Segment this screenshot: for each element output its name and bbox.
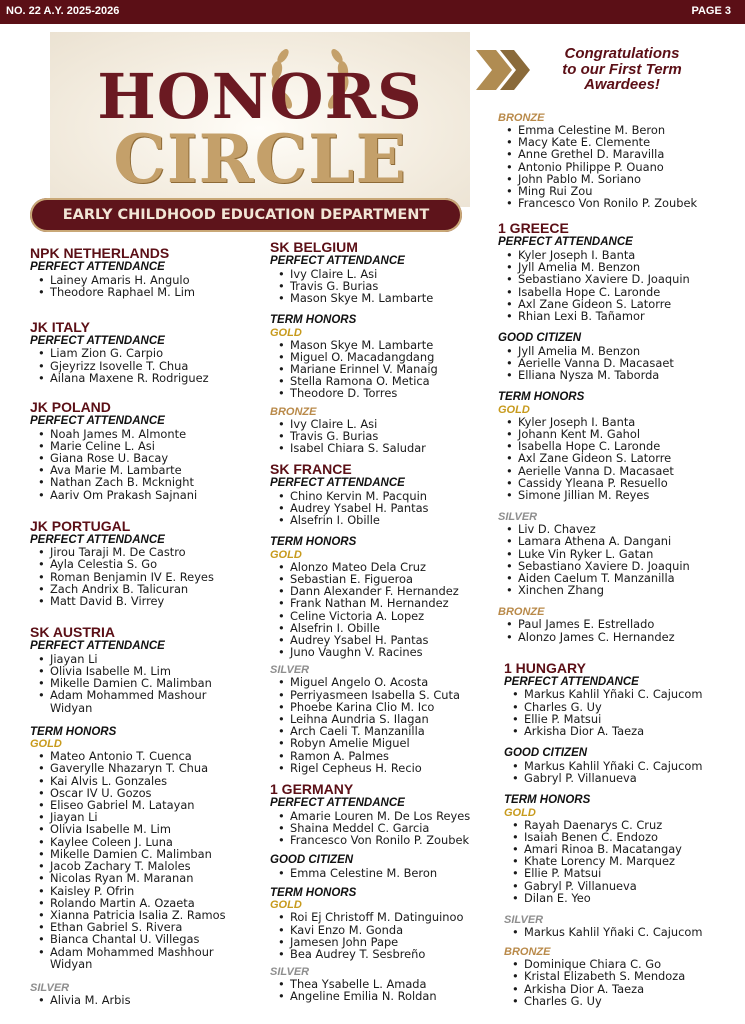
list-item: • Roi Ej Christoff M. Datinguinoo — [278, 911, 500, 923]
name-list — [498, 345, 743, 382]
bronze-label: BRONZE — [498, 606, 545, 619]
list-item: • Jyll Amelia M. Benzon — [506, 345, 743, 357]
perfect-attendance-label: PERFECT ATTENDANCE — [30, 533, 165, 546]
list-item: • Axl Zane Gideon S. Latorre — [506, 298, 743, 310]
list-item: • Audrey Ysabel H. Pantas — [278, 502, 500, 514]
section-jk-poland — [30, 400, 262, 501]
list-item: • Zach Andrix B. Talicuran — [38, 583, 262, 595]
name-list — [270, 561, 500, 659]
issue-number: NO. 22 A.Y. 2025-2026 — [6, 5, 120, 17]
list-item: • Marie Celine L. Asi — [38, 440, 262, 452]
name-list — [30, 750, 262, 970]
section-npk-netherlands — [30, 246, 262, 298]
gold-label: GOLD — [498, 403, 530, 416]
perfect-attendance-label: PERFECT ATTENDANCE — [30, 640, 165, 653]
list-item: • Ming Rui Zou — [506, 185, 743, 197]
name-list — [498, 618, 743, 642]
name-list — [30, 274, 262, 298]
list-item: • Ayla Celestia S. Go — [38, 558, 262, 570]
list-item: • Rolando Martin A. Ozaeta — [38, 897, 262, 909]
list-item: • Liv D. Chavez — [506, 523, 743, 535]
list-item: • Miguel O. Macadangdang — [278, 351, 500, 363]
list-item: • Luke Vin Ryker L. Gatan — [506, 548, 743, 560]
list-item: • Rigel Cepheus H. Recio — [278, 762, 500, 774]
chevron-arrows-icon — [474, 48, 540, 92]
section-title: 1 GREECE — [498, 220, 569, 237]
list-item: • Adam Mohammed Mashour Widyan — [38, 689, 238, 713]
list-item: • Aiden Caelum T. Manzanilla — [506, 572, 743, 584]
list-item: • Roman Benjamin IV E. Reyes — [38, 571, 262, 583]
list-item: • Mikelle Damien C. Malimban — [38, 848, 262, 860]
list-item: • Sebastiano Xaviere D. Joaquin — [506, 560, 743, 572]
list-item: • Francesco Von Ronilo P. Zoubek — [278, 834, 500, 846]
list-item: • Dann Alexander F. Hernandez — [278, 585, 500, 597]
silver-label: SILVER — [270, 966, 310, 979]
list-item: • Kavi Enzo M. Gonda — [278, 924, 500, 936]
masthead-word-circle: CIRCLE — [113, 120, 407, 198]
list-item: • Leihna Aundria S. Ilagan — [278, 713, 500, 725]
list-item: • Sebastian E. Figueroa — [278, 573, 500, 585]
name-list — [30, 347, 262, 384]
term-honors-label: TERM HONORS — [270, 886, 357, 899]
list-item: • Xinchen Zhang — [506, 584, 743, 596]
list-item: • Xianna Patricia Isalia Z. Ramos — [38, 909, 262, 921]
list-item: • Jirou Taraji M. De Castro — [38, 546, 262, 558]
bronze-label: BRONZE — [498, 112, 545, 124]
section-germany-bronze — [498, 112, 743, 209]
perfect-attendance-label: PERFECT ATTENDANCE — [270, 477, 405, 490]
gold-label: GOLD — [270, 326, 302, 339]
list-item: • Olivia Isabelle M. Lim — [38, 823, 262, 835]
list-item: • Aerielle Vanna D. Macasaet — [506, 357, 743, 369]
list-item: • Kaylee Coleen J. Luna — [38, 836, 262, 848]
list-item: • Gaverylle Nhazaryn T. Chua — [38, 762, 262, 774]
list-item: • Amari Rinoa B. Macatangay — [512, 843, 743, 855]
masthead — [50, 32, 470, 207]
list-item: • Jiayan Li — [38, 653, 262, 665]
list-item: • Ailana Maxene R. Rodriguez — [38, 372, 262, 384]
masthead-word-honors: HONORS — [97, 60, 423, 133]
list-item: • Travis G. Burias — [278, 280, 500, 292]
section-germany — [270, 782, 500, 1003]
list-item: • Liam Zion G. Carpio — [38, 347, 262, 359]
list-item: • Kai Alvis L. Gonzales — [38, 775, 262, 787]
name-list — [504, 819, 743, 904]
name-list — [30, 428, 262, 501]
list-item: • Alonzo James C. Hernandez — [506, 631, 743, 643]
column-1 — [30, 246, 262, 1006]
list-item: • Perriyasmeen Isabella S. Cuta — [278, 689, 500, 701]
gold-label: GOLD — [270, 899, 302, 912]
list-item: • Axl Zane Gideon S. Latorre — [506, 452, 743, 464]
gold-label: GOLD — [504, 806, 536, 819]
list-item: • Anne Grethel D. Maravilla — [506, 148, 743, 160]
list-item: • Nicolas Ryan M. Maranan — [38, 872, 262, 884]
list-item: • Markus Kahlil Yñaki C. Cajucom — [512, 688, 743, 700]
section-title: JK POLAND — [30, 399, 111, 416]
perfect-attendance-label: PERFECT ATTENDANCE — [30, 334, 165, 347]
list-item: • Aerielle Vanna D. Macasaet — [506, 465, 743, 477]
name-list — [498, 249, 743, 322]
section-title: NPK NETHERLANDS — [30, 245, 170, 261]
silver-label: SILVER — [504, 913, 544, 926]
list-item: • Antonio Philippe P. Ouano — [506, 161, 743, 173]
name-list — [270, 978, 500, 1002]
list-item: • Thea Ysabelle L. Amada — [278, 978, 500, 990]
list-item: • Juno Vaughn V. Racines — [278, 646, 500, 658]
name-list — [270, 268, 500, 305]
list-item: • Gabryl P. Villanueva — [512, 880, 743, 892]
name-list — [504, 926, 743, 938]
list-item: • Isabella Hope C. Laronde — [506, 440, 743, 452]
name-list — [30, 653, 262, 714]
list-item: • Macy Kate E. Clemente — [506, 136, 743, 148]
name-list — [270, 810, 500, 847]
term-honors-label: TERM HONORS — [270, 536, 357, 549]
list-item: • Theodore D. Torres — [278, 387, 500, 399]
column-3 — [498, 112, 743, 1007]
list-item: • Khate Lorency M. Marquez — [512, 855, 743, 867]
list-item: • Ellie P. Matsui — [512, 867, 743, 879]
list-item: • Charles G. Uy — [512, 701, 743, 713]
list-item: • Theodore Raphael M. Lim — [38, 286, 262, 298]
perfect-attendance-label: PERFECT ATTENDANCE — [504, 675, 639, 688]
top-bar — [0, 0, 745, 24]
list-item: • Jyll Amelia M. Benzon — [506, 261, 743, 273]
name-list — [30, 546, 262, 607]
list-item: • Bea Audrey T. Sesbreño — [278, 948, 500, 960]
list-item: • Phoebe Karina Clio M. Ico — [278, 701, 500, 713]
bronze-label: BRONZE — [504, 946, 551, 959]
gold-label: GOLD — [30, 738, 62, 751]
list-item: • Ramon A. Palmes — [278, 750, 500, 762]
list-item: • Kyler Joseph I. Banta — [506, 249, 743, 261]
list-item: • Isabel Chiara S. Saludar — [278, 442, 500, 454]
list-item: • Arkisha Dior A. Taeza — [512, 725, 743, 737]
list-item: • Alivia M. Arbis — [38, 994, 262, 1006]
list-item: • Olivia Isabelle M. Lim — [38, 665, 262, 677]
name-list — [270, 676, 500, 774]
list-item: • Isabella Hope C. Laronde — [506, 286, 743, 298]
bronze-label: BRONZE — [270, 405, 317, 418]
list-item: • Amarie Louren M. De Los Reyes — [278, 810, 500, 822]
list-item: • Arch Caeli T. Manzanilla — [278, 725, 500, 737]
section-hungary — [504, 661, 743, 1007]
list-item: • Rhian Lexi B. Tañamor — [506, 310, 743, 322]
name-list — [504, 958, 743, 1007]
section-title: SK FRANCE — [270, 461, 352, 478]
list-item: • Rayah Daenarys C. Cruz — [512, 819, 743, 831]
list-item: • Audrey Ysabel H. Pantas — [278, 634, 500, 646]
list-item: • Robyn Amelie Miguel — [278, 737, 500, 749]
list-item: • Adam Mohammed Mashhour Widyan — [38, 946, 248, 970]
list-item: • Ellie P. Matsui — [512, 713, 743, 725]
list-item: • Emma Celestine M. Beron — [506, 124, 743, 136]
list-item: • Nathan Zach B. Mcknight — [38, 476, 262, 488]
silver-label: SILVER — [498, 511, 538, 524]
list-item: • Sebastiano Xaviere D. Joaquin — [506, 273, 743, 285]
list-item: • Johann Kent M. Gahol — [506, 428, 743, 440]
list-item: • Markus Kahlil Yñaki C. Cajucom — [512, 760, 743, 772]
list-item: • Jiayan Li — [38, 811, 262, 823]
list-item: • Arkisha Dior A. Taeza — [512, 983, 743, 995]
list-item: • Emma Celestine M. Beron — [278, 867, 500, 879]
department-banner: EARLY CHILDHOOD EDUCATION DEPARTMENT — [30, 198, 462, 232]
list-item: • Shaina Meddel C. Garcia — [278, 822, 500, 834]
list-item: • Lamara Athena A. Dangani — [506, 535, 743, 547]
list-item: • Markus Kahlil Yñaki C. Cajucom — [512, 926, 743, 938]
section-sk-belgium — [270, 240, 500, 454]
list-item: • Eliseo Gabriel M. Latayan — [38, 799, 262, 811]
section-sk-austria — [30, 625, 262, 1006]
list-item: • Travis G. Burias — [278, 430, 500, 442]
good-citizen-label: GOOD CITIZEN — [498, 332, 582, 345]
name-list — [30, 994, 262, 1006]
good-citizen-label: GOOD CITIZEN — [270, 854, 354, 867]
list-item: • Alsefrin I. Obille — [278, 514, 500, 526]
section-title: 1 GERMANY — [270, 781, 354, 798]
list-item: • Matt David B. Virrey — [38, 595, 262, 607]
list-item: • Dilan E. Yeo — [512, 892, 743, 904]
list-item: • Cassidy Yleana P. Resuello — [506, 477, 743, 489]
list-item: • Noah James M. Almonte — [38, 428, 262, 440]
name-list — [504, 688, 743, 737]
list-item: • Ivy Claire L. Asi — [278, 418, 500, 430]
list-item: • Mikelle Damien C. Malimban — [38, 677, 262, 689]
list-item: • Dominique Chiara C. Go — [512, 958, 743, 970]
list-item: • Celine Victoria A. Lopez — [278, 610, 500, 622]
list-item: • Oscar IV U. Gozos — [38, 787, 262, 799]
congratulations-message: Congratulations to our First Term Awardees! — [562, 45, 682, 93]
list-item: • Mason Skye M. Lambarte — [278, 292, 500, 304]
name-list — [498, 523, 743, 596]
list-item: • Angeline Emilia N. Roldan — [278, 990, 500, 1002]
term-honors-label: TERM HONORS — [504, 794, 591, 807]
list-item: • Mateo Antonio T. Cuenca — [38, 750, 262, 762]
section-title: SK AUSTRIA — [30, 624, 116, 641]
section-jk-italy — [30, 320, 262, 384]
list-item: • Ethan Gabriel S. Rivera — [38, 921, 262, 933]
list-item: • Isaiah Benen C. Endozo — [512, 831, 743, 843]
list-item: • Kaisley P. Ofrin — [38, 885, 262, 897]
name-list — [498, 416, 743, 501]
perfect-attendance-label: PERFECT ATTENDANCE — [30, 261, 165, 273]
list-item: • Alsefrin I. Obille — [278, 622, 500, 634]
list-item: • Gjeyrizz Isovelle T. Chua — [38, 360, 262, 372]
list-item: • Kyler Joseph I. Banta — [506, 416, 743, 428]
perfect-attendance-label: PERFECT ATTENDANCE — [498, 236, 633, 249]
name-list — [270, 418, 500, 455]
name-list — [270, 490, 500, 527]
section-title: JK PORTUGAL — [30, 517, 131, 534]
list-item: • Jacob Zachary T. Maloles — [38, 860, 262, 872]
term-honors-label: TERM HONORS — [270, 314, 357, 327]
perfect-attendance-label: PERFECT ATTENDANCE — [270, 797, 405, 810]
section-title: SK BELGIUM — [270, 239, 358, 255]
list-item: • Ava Marie M. Lambarte — [38, 464, 262, 476]
section-sk-france — [270, 462, 500, 774]
list-item: • Francesco Von Ronilo P. Zoubek — [506, 197, 743, 209]
section-jk-portugal — [30, 519, 262, 608]
good-citizen-label: GOOD CITIZEN — [504, 747, 588, 760]
perfect-attendance-label: PERFECT ATTENDANCE — [270, 255, 405, 267]
list-item: • John Pablo M. Soriano — [506, 173, 743, 185]
section-greece — [498, 221, 743, 642]
term-honors-label: TERM HONORS — [498, 391, 585, 404]
list-item: • Aariv Om Prakash Sajnani — [38, 489, 262, 501]
name-list — [270, 867, 500, 879]
list-item: • Chino Kervin M. Pacquin — [278, 490, 500, 502]
list-item: • Simone Jillian M. Reyes — [506, 489, 743, 501]
name-list — [270, 911, 500, 960]
column-2 — [270, 240, 500, 1003]
list-item: • Miguel Angelo O. Acosta — [278, 676, 500, 688]
list-item: • Bianca Chantal U. Villegas — [38, 933, 262, 945]
perfect-attendance-label: PERFECT ATTENDANCE — [30, 415, 165, 428]
section-title: JK ITALY — [30, 318, 90, 335]
list-item: • Mason Skye M. Lambarte — [278, 339, 500, 351]
list-item: • Frank Nathan M. Hernandez — [278, 597, 500, 609]
section-title: 1 HUNGARY — [504, 659, 586, 676]
silver-label: SILVER — [270, 664, 310, 677]
term-honors-label: TERM HONORS — [30, 725, 117, 738]
list-item: • Charles G. Uy — [512, 995, 743, 1007]
list-item: • Paul James E. Estrellado — [506, 618, 743, 630]
name-list — [270, 339, 500, 400]
gold-label: GOLD — [270, 548, 302, 561]
page-number: PAGE 3 — [691, 5, 731, 17]
list-item: • Alonzo Mateo Dela Cruz — [278, 561, 500, 573]
list-item: • Lainey Amaris H. Angulo — [38, 274, 262, 286]
list-item: • Gabryl P. Villanueva — [512, 772, 743, 784]
list-item: • Mariane Erinnel V. Manaig — [278, 363, 500, 375]
name-list — [504, 760, 743, 784]
list-item: • Elliana Nysza M. Taborda — [506, 369, 743, 381]
name-list — [498, 124, 743, 209]
silver-label: SILVER — [30, 981, 70, 994]
list-item: • Jamesen John Pape — [278, 936, 500, 948]
list-item: • Kristal Elizabeth S. Mendoza — [512, 970, 743, 982]
list-item: • Ivy Claire L. Asi — [278, 268, 500, 280]
list-item: • Giana Rose U. Bacay — [38, 452, 262, 464]
list-item: • Stella Ramona O. Metica — [278, 375, 500, 387]
